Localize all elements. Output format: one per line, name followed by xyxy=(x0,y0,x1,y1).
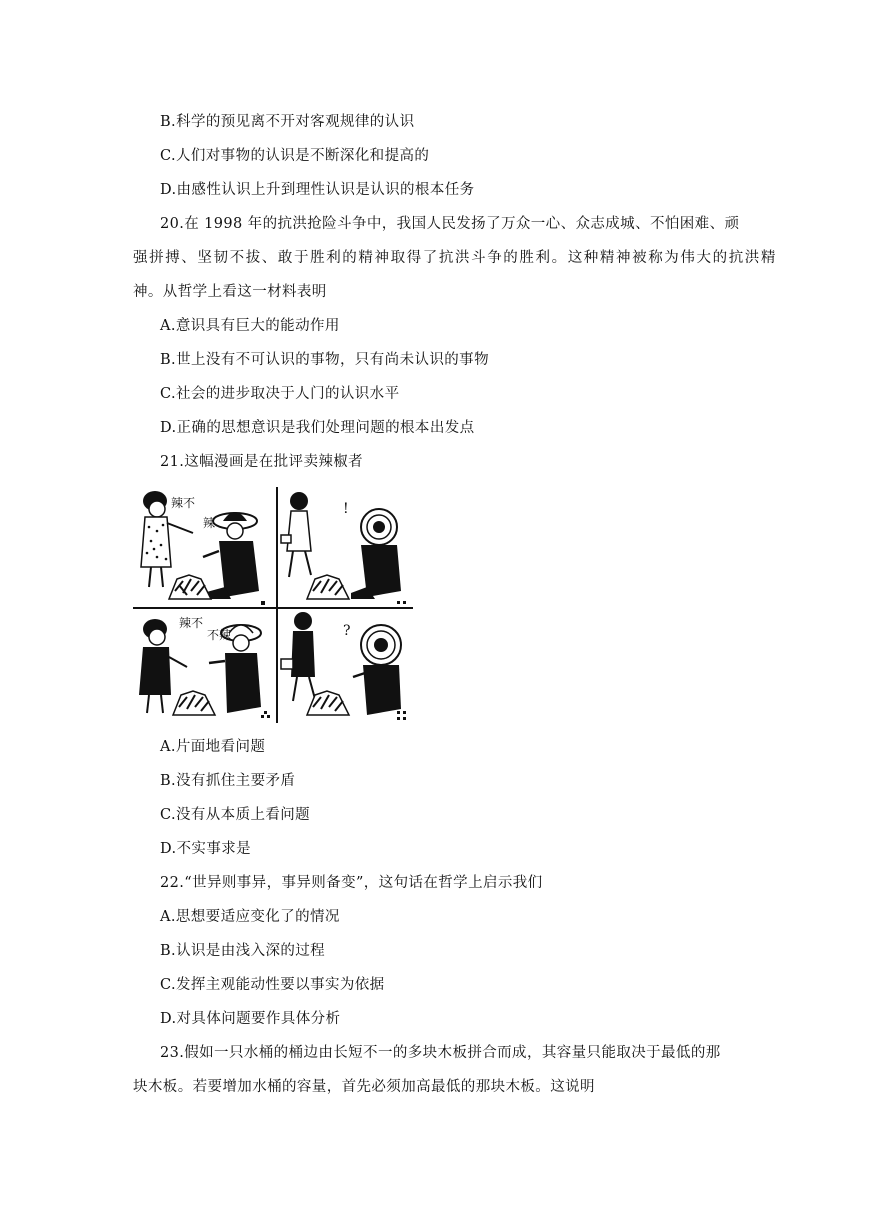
comic-panel-3 xyxy=(139,615,270,718)
q20-stem-line-3: 神。从哲学上看这一材料表明 xyxy=(133,284,327,300)
panel-1-seller-speech: 辣 xyxy=(203,516,216,530)
q20-option-d: D.正确的思想意识是我们处理问题的根本出发点 xyxy=(160,420,475,436)
q21-option-b: B.没有抓住主要矛盾 xyxy=(160,773,296,789)
q22-option-a: A.思想要适应变化了的情况 xyxy=(160,909,340,925)
pepper-seller-comic xyxy=(131,487,413,723)
q19-option-b: B.科学的预见离不开对客观规律的认识 xyxy=(160,114,415,130)
q22-option-d: D.对具体问题要作具体分析 xyxy=(160,1011,341,1027)
q19-option-d: D.由感性认识上升到理性认识是认识的根本任务 xyxy=(160,182,475,198)
q20-stem-line-2: 强拼搏、坚韧不拔、敢于胜利的精神取得了抗洪斗争的胜利。这种精神被称为伟大的抗洪精 xyxy=(133,250,777,266)
panel-1-buyer-speech: 辣不 xyxy=(171,496,196,510)
panel-2-mark: ! xyxy=(343,501,349,517)
q23-stem-line-2: 块木板。若要增加水桶的容量，首先必须加高最低的那块木板。这说明 xyxy=(133,1079,595,1095)
comic-panel-1 xyxy=(141,491,265,605)
panel-4-mark: ? xyxy=(343,623,351,639)
q19-option-c: C.人们对事物的认识是不断深化和提高的 xyxy=(160,148,430,164)
q21-option-c: C.没有从本质上看问题 xyxy=(160,807,311,823)
comic-panel-2 xyxy=(281,492,406,604)
panel-3-buyer-speech: 辣不 xyxy=(179,616,204,630)
q23-stem-line-1: 23.假如一只水桶的桶边由长短不一的多块木板拼合而成，其容量只能取决于最低的那 xyxy=(160,1045,721,1061)
q21-option-a: A.片面地看问题 xyxy=(160,739,266,755)
q22-stem: 22.“世异则事异，事异则备变”，这句话在哲学上启示我们 xyxy=(160,875,543,891)
q20-option-a: A.意识具有巨大的能动作用 xyxy=(160,318,340,334)
q22-option-c: C.发挥主观能动性要以事实为依据 xyxy=(160,977,385,993)
q21-stem: 21.这幅漫画是在批评卖辣椒者 xyxy=(160,454,364,470)
q20-option-c: C.社会的进步取决于人门的认识水平 xyxy=(160,386,400,402)
q20-option-b: B.世上没有不可认识的事物，只有尚未认识的事物 xyxy=(160,352,489,368)
comic-panel-4 xyxy=(281,612,406,720)
q21-option-d: D.不实事求是 xyxy=(160,841,252,857)
q20-stem-line-1: 20.在 1998 年的抗洪抢险斗争中，我国人民发扬了万众一心、众志成城、不怕困难、顽 xyxy=(160,216,740,232)
q22-option-b: B.认识是由浅入深的过程 xyxy=(160,943,326,959)
panel-3-seller-speech: 不辣 xyxy=(207,628,232,642)
